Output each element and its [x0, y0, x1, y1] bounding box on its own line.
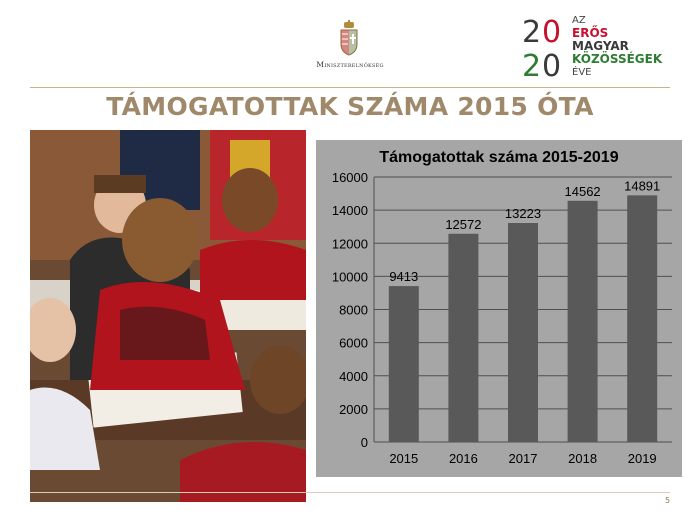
bar-2017 [508, 223, 538, 442]
logo-digit-3: 2 [522, 49, 542, 80]
chart-title: Támogatottak száma 2015-2019 [379, 149, 619, 166]
y-tick-label-2000: 2000 [339, 401, 368, 417]
x-tick-label-2017: 2017 [508, 451, 538, 466]
logo-digit-4: 0 [542, 49, 562, 80]
logo-line-1: AZ [572, 15, 586, 26]
bar-2016 [448, 234, 478, 442]
logo-line-4: KÖZÖSSÉGEK [572, 52, 663, 66]
logo-line-3: MAGYAR [572, 39, 629, 53]
y-tick-label-14000: 14000 [331, 203, 368, 219]
ministry-label: Miniszterelnökség [316, 60, 384, 69]
logo-wordmark [572, 14, 662, 79]
x-tick-label-2016: 2016 [448, 451, 478, 466]
logo-digit-2: 0 [542, 15, 562, 50]
y-tick-label-4000: 4000 [339, 368, 368, 384]
x-tick-label-2018: 2018 [568, 451, 598, 466]
y-tick-label-0: 0 [360, 435, 368, 450]
logo-digit-1: 2 [522, 15, 542, 50]
header-divider [30, 87, 670, 88]
page-number: 5 [665, 496, 671, 505]
data-label-2018: 14562 [564, 183, 601, 199]
y-tick-label-8000: 8000 [339, 302, 368, 318]
supported-count-bar-chart [316, 140, 682, 477]
bar-2018 [568, 201, 598, 442]
bar-2019 [627, 195, 657, 442]
data-label-2016: 12572 [445, 216, 482, 232]
data-label-2017: 13223 [504, 205, 542, 221]
footer-divider [30, 492, 670, 493]
data-label-2015: 9413 [389, 269, 419, 285]
data-label-2019: 14891 [624, 178, 661, 194]
students-in-folk-costume-photo [30, 130, 306, 502]
x-tick-label-2019: 2019 [627, 451, 657, 466]
logo-line-5: ÉVE [572, 67, 592, 78]
y-tick-label-16000: 16000 [331, 170, 368, 185]
logo-line-2: ERŐS [572, 26, 609, 40]
bar-2015 [389, 286, 419, 442]
y-tick-label-12000: 12000 [331, 236, 368, 252]
y-tick-label-6000: 6000 [339, 335, 368, 351]
slide-title: TÁMOGATOTTAK SZÁMA 2015 ÓTA [106, 92, 594, 121]
y-tick-label-10000: 10000 [331, 269, 368, 285]
hungarian-coat-of-arms-icon [338, 20, 360, 56]
x-tick-label-2015: 2015 [389, 451, 419, 466]
